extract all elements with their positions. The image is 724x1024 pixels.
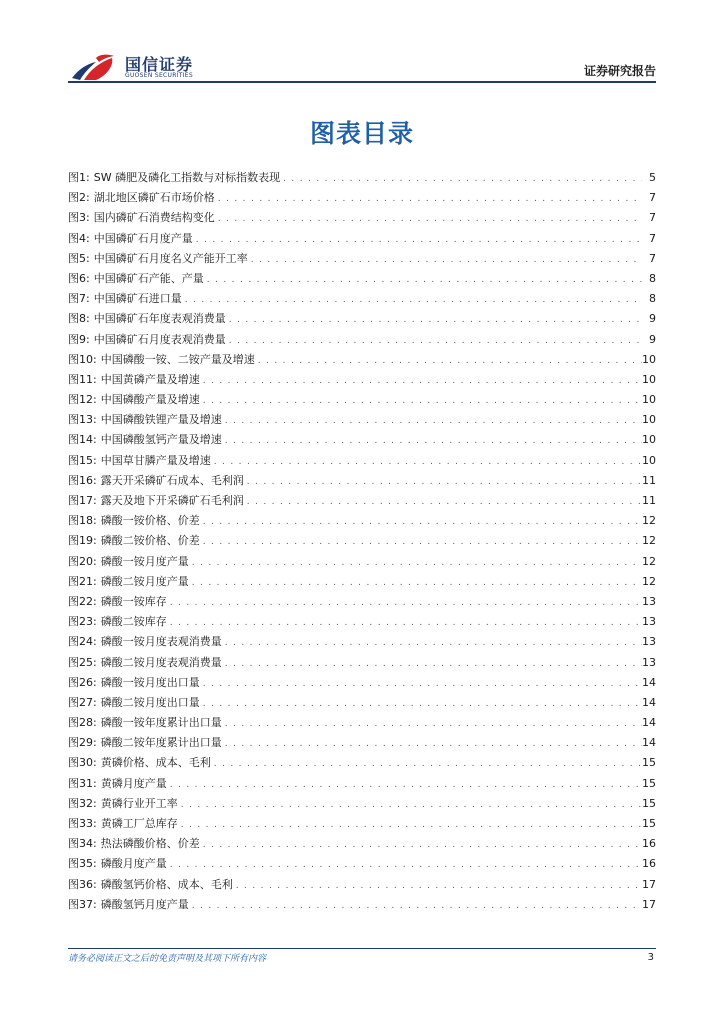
toc-dot-leader bbox=[255, 351, 642, 371]
toc-entry-page: 7 bbox=[649, 231, 656, 245]
toc-dot-leader bbox=[200, 371, 642, 391]
toc-dot-leader bbox=[167, 855, 642, 875]
toc-dot-leader bbox=[222, 431, 642, 451]
guosen-logo bbox=[70, 52, 210, 84]
toc-entry[interactable] bbox=[68, 552, 656, 572]
toc-entry-page: 12 bbox=[642, 574, 656, 588]
toc-entry-page: 12 bbox=[642, 554, 656, 568]
toc-entry-title: 中国黄磷产量及增速 bbox=[100, 372, 200, 386]
toc-entry-page: 10 bbox=[642, 372, 656, 386]
toc-entry-title: 磷酸一铵年度累计出口量 bbox=[100, 716, 222, 730]
toc-entry-title: 国内磷矿石消费结构变化 bbox=[93, 211, 215, 225]
toc-entry-number: 图20: bbox=[68, 554, 97, 568]
toc-entry-title: 磷酸二铵年度累计出口量 bbox=[100, 736, 222, 750]
logo-mark-icon bbox=[70, 52, 120, 84]
toc-dot-leader bbox=[193, 230, 642, 250]
toc-entry[interactable] bbox=[68, 491, 656, 511]
toc-entry-page: 16 bbox=[642, 857, 656, 871]
toc-entry-page: 9 bbox=[649, 312, 656, 326]
toc-dot-leader bbox=[244, 492, 642, 512]
toc-entry-number: 图5: bbox=[68, 251, 90, 265]
toc-dot-leader bbox=[200, 512, 642, 532]
toc-entry-title: 磷酸二铵库存 bbox=[100, 615, 167, 629]
toc-entry-number: 图2: bbox=[68, 191, 90, 205]
toc-entry[interactable] bbox=[68, 229, 656, 249]
toc-entry-page: 8 bbox=[649, 271, 656, 285]
toc-entry-number: 图25: bbox=[68, 655, 97, 669]
toc-entry-page: 14 bbox=[642, 736, 656, 750]
toc-entry-title: 中国磷矿石月度名义产能开工率 bbox=[93, 251, 248, 265]
toc-entry-page: 13 bbox=[642, 615, 656, 629]
toc-entry[interactable] bbox=[68, 451, 656, 471]
toc-entry[interactable] bbox=[68, 208, 656, 228]
toc-entry-number: 图26: bbox=[68, 675, 97, 689]
toc-entry-number: 图13: bbox=[68, 413, 97, 427]
toc-entry[interactable] bbox=[68, 309, 656, 329]
toc-dot-leader bbox=[178, 815, 642, 835]
toc-entry-page: 15 bbox=[642, 796, 656, 810]
logo-text-en: GUOSEN SECURITIES bbox=[125, 72, 194, 79]
toc-entry-title: 磷酸二铵月度出口量 bbox=[100, 695, 200, 709]
toc-entry-number: 图14: bbox=[68, 433, 97, 447]
toc-entry-page: 7 bbox=[649, 211, 656, 225]
toc-entry[interactable] bbox=[68, 834, 656, 854]
toc-entry-page: 10 bbox=[642, 453, 656, 467]
toc-entry-page: 13 bbox=[642, 655, 656, 669]
toc-entry-number: 图34: bbox=[68, 837, 97, 851]
toc-entry-number: 图32: bbox=[68, 796, 97, 810]
report-type-label: 证券研究报告 bbox=[583, 64, 656, 78]
toc-entry[interactable] bbox=[68, 632, 656, 652]
toc-entry-page: 13 bbox=[642, 635, 656, 649]
toc-entry-page: 7 bbox=[649, 191, 656, 205]
toc-dot-leader bbox=[222, 734, 642, 754]
toc-entry[interactable] bbox=[68, 168, 656, 188]
toc-entry-title: 中国磷酸氢钙产量及增速 bbox=[100, 433, 222, 447]
toc-entry-title: 磷酸二铵月度产量 bbox=[100, 574, 189, 588]
toc-entry-number: 图16: bbox=[68, 473, 97, 487]
toc-entry[interactable] bbox=[68, 572, 656, 592]
toc-entry[interactable] bbox=[68, 895, 656, 915]
toc-dot-leader bbox=[233, 876, 642, 896]
toc-entry-number: 图22: bbox=[68, 594, 97, 608]
toc-entry[interactable] bbox=[68, 289, 656, 309]
toc-dot-leader bbox=[182, 290, 642, 310]
toc-dot-leader bbox=[222, 633, 642, 653]
toc-entry[interactable] bbox=[68, 269, 656, 289]
toc-dot-leader bbox=[280, 169, 642, 189]
toc-entry[interactable] bbox=[68, 713, 656, 733]
toc-entry[interactable] bbox=[68, 774, 656, 794]
toc-entry-title: 磷酸月度产量 bbox=[100, 857, 167, 871]
page-number: 3 bbox=[647, 952, 654, 963]
toc-entry-page: 11 bbox=[642, 494, 656, 507]
toc-entry-number: 图33: bbox=[68, 817, 97, 830]
toc-entry-number: 图19: bbox=[68, 534, 97, 548]
toc-entry[interactable] bbox=[68, 693, 656, 713]
toc-entry-title: 黄磷行业开工率 bbox=[100, 796, 178, 810]
toc-entry-title: SW 磷肥及磷化工指数与对标指数表现 bbox=[93, 171, 281, 184]
toc-entry-page: 10 bbox=[642, 433, 656, 447]
toc-entry-number: 图28: bbox=[68, 716, 97, 730]
toc-dot-leader bbox=[200, 532, 642, 552]
toc-dot-leader bbox=[189, 896, 642, 916]
toc-entry-title: 中国磷酸一铵、二铵产量及增速 bbox=[100, 352, 255, 366]
toc-entry-title: 中国磷酸铁锂产量及增速 bbox=[100, 413, 222, 427]
toc-entry-page: 12 bbox=[642, 514, 656, 528]
toc-entry-page: 15 bbox=[642, 817, 656, 830]
toc-dot-leader bbox=[167, 613, 642, 633]
toc-entry[interactable] bbox=[68, 188, 656, 208]
toc-entry-number: 图7: bbox=[68, 292, 90, 306]
toc-entry-page: 8 bbox=[649, 292, 656, 306]
toc-entry-number: 图30: bbox=[68, 756, 97, 770]
toc-entry-page: 9 bbox=[649, 332, 656, 346]
toc-entry-title: 磷酸一铵月度产量 bbox=[100, 554, 189, 568]
toc-entry-title: 磷酸氢钙价格、成本、毛利 bbox=[100, 877, 233, 891]
toc-entry[interactable] bbox=[68, 511, 656, 531]
toc-dot-leader bbox=[189, 553, 642, 573]
footer-divider bbox=[68, 948, 656, 949]
toc-entry-title: 中国磷矿石进口量 bbox=[93, 292, 182, 306]
toc-dot-leader bbox=[248, 250, 642, 270]
toc-entry-number: 图36: bbox=[68, 877, 97, 891]
toc-dot-leader bbox=[222, 714, 642, 734]
toc-entry-title: 磷酸一铵库存 bbox=[100, 594, 167, 608]
toc-entry-page: 16 bbox=[642, 837, 656, 851]
toc-entry-title: 热法磷酸价格、价差 bbox=[100, 837, 200, 851]
toc-dot-leader bbox=[226, 331, 642, 351]
toc-entry-page: 10 bbox=[642, 352, 656, 366]
toc-entry-number: 图18: bbox=[68, 514, 97, 528]
toc-entry-number: 图4: bbox=[68, 231, 90, 245]
toc-dot-leader bbox=[178, 795, 642, 815]
toc-entry[interactable] bbox=[68, 673, 656, 693]
toc-entry[interactable] bbox=[68, 410, 656, 430]
toc-dot-leader bbox=[167, 593, 642, 613]
toc-entry-title: 磷酸一铵月度表观消费量 bbox=[100, 635, 222, 649]
toc-dot-leader bbox=[211, 754, 642, 774]
toc-entry-title: 中国磷矿石年度表观消费量 bbox=[93, 312, 226, 326]
toc-entry-title: 中国磷矿石月度表观消费量 bbox=[93, 332, 226, 346]
toc-entry-number: 图1: bbox=[68, 171, 90, 184]
toc-entry[interactable] bbox=[68, 592, 656, 612]
toc-entry-number: 图17: bbox=[68, 494, 97, 507]
toc-entry[interactable] bbox=[68, 612, 656, 632]
toc-entry-number: 图3: bbox=[68, 211, 90, 225]
disclaimer-note: 请务必阅读正文之后的免责声明及其项下所有内容 bbox=[68, 954, 267, 964]
page-header bbox=[0, 0, 724, 90]
toc-entry-title: 中国磷矿石产能、产量 bbox=[93, 271, 204, 285]
toc-entry-page: 14 bbox=[642, 695, 656, 709]
toc-dot-leader bbox=[211, 452, 642, 472]
toc-entry-title: 黄磷价格、成本、毛利 bbox=[100, 756, 211, 770]
toc-entry-title: 磷酸氢钙月度产量 bbox=[100, 897, 189, 911]
toc-entry[interactable] bbox=[68, 531, 656, 551]
toc-entry-page: 10 bbox=[642, 413, 656, 427]
toc-dot-leader bbox=[222, 654, 642, 674]
header-divider bbox=[68, 81, 656, 83]
toc-entry-number: 图29: bbox=[68, 736, 97, 750]
toc-entry-title: 中国磷矿石月度产量 bbox=[93, 231, 193, 245]
toc-entry-number: 图37: bbox=[68, 897, 97, 911]
toc-entry-page: 17 bbox=[642, 897, 656, 911]
toc-entry-page: 7 bbox=[649, 251, 656, 265]
toc-dot-leader bbox=[215, 189, 642, 209]
toc-entry-number: 图6: bbox=[68, 271, 90, 285]
logo-text-cn: 国信证券 bbox=[125, 55, 194, 74]
toc-entry-title: 磷酸二铵价格、价差 bbox=[100, 534, 200, 548]
toc-entry[interactable] bbox=[68, 471, 656, 491]
toc-entry-number: 图8: bbox=[68, 312, 90, 326]
toc-entry-page: 12 bbox=[642, 534, 656, 548]
toc-entry[interactable] bbox=[68, 350, 656, 370]
toc-entry[interactable] bbox=[68, 370, 656, 390]
toc-entry-page: 17 bbox=[642, 877, 656, 891]
toc-entry-title: 磷酸一铵价格、价差 bbox=[100, 514, 200, 528]
toc-entry[interactable] bbox=[68, 733, 656, 753]
toc-entry-title: 露天开采磷矿石成本、毛利润 bbox=[100, 473, 244, 487]
toc-entry[interactable] bbox=[68, 249, 656, 269]
toc-entry[interactable] bbox=[68, 753, 656, 773]
toc-dot-leader bbox=[222, 411, 642, 431]
toc-dot-leader bbox=[200, 835, 642, 855]
toc-entry-number: 图27: bbox=[68, 695, 97, 709]
toc-entry-title: 黄磷工厂总库存 bbox=[100, 817, 178, 830]
toc-entry[interactable] bbox=[68, 854, 656, 874]
toc-entry-page: 13 bbox=[642, 594, 656, 608]
toc-entry[interactable] bbox=[68, 875, 656, 895]
toc-entry-number: 图10: bbox=[68, 352, 97, 366]
toc-entry-page: 11 bbox=[642, 473, 656, 487]
toc-dot-leader bbox=[200, 694, 642, 714]
toc-dot-leader bbox=[167, 775, 642, 795]
toc-entry-title: 磷酸一铵月度出口量 bbox=[100, 675, 200, 689]
toc-entry-number: 图24: bbox=[68, 635, 97, 649]
toc-entry-title: 中国磷酸产量及增速 bbox=[100, 393, 200, 407]
toc-entry-page: 15 bbox=[642, 756, 656, 770]
toc-entry-title: 磷酸二铵月度表观消费量 bbox=[100, 655, 222, 669]
toc-entry[interactable] bbox=[68, 430, 656, 450]
toc-dot-leader bbox=[226, 310, 642, 330]
toc-entry-title: 湖北地区磷矿石市场价格 bbox=[93, 191, 215, 205]
toc-entry[interactable] bbox=[68, 330, 656, 350]
toc-entry[interactable] bbox=[68, 814, 656, 834]
toc-entry-number: 图12: bbox=[68, 393, 97, 407]
toc-dot-leader bbox=[200, 391, 642, 411]
toc-entry-page: 14 bbox=[642, 675, 656, 689]
toc-entry-title: 露天及地下开采磷矿石毛利润 bbox=[100, 494, 244, 507]
toc-entry-number: 图21: bbox=[68, 574, 97, 588]
toc-entry-number: 图15: bbox=[68, 453, 97, 467]
toc-entry-number: 图31: bbox=[68, 776, 97, 790]
toc-entry-title: 中国草甘膦产量及增速 bbox=[100, 453, 211, 467]
toc-entry-page: 5 bbox=[649, 171, 656, 184]
toc-entry-page: 14 bbox=[642, 716, 656, 730]
toc-dot-leader bbox=[204, 270, 642, 290]
toc-entry-number: 图9: bbox=[68, 332, 90, 346]
toc-dot-leader bbox=[244, 472, 642, 492]
page-title: 图表目录 bbox=[309, 119, 414, 148]
toc-dot-leader bbox=[215, 209, 642, 229]
toc-entry-page: 15 bbox=[642, 776, 656, 790]
toc-entry-title: 黄磷月度产量 bbox=[100, 776, 167, 790]
toc-list bbox=[68, 168, 656, 915]
toc-entry[interactable] bbox=[68, 653, 656, 673]
toc-dot-leader bbox=[189, 573, 642, 593]
toc-dot-leader bbox=[200, 674, 642, 694]
toc-entry-number: 图35: bbox=[68, 857, 97, 871]
toc-entry-page: 10 bbox=[642, 393, 656, 407]
toc-entry[interactable] bbox=[68, 390, 656, 410]
toc-entry[interactable] bbox=[68, 794, 656, 814]
toc-entry-number: 图23: bbox=[68, 615, 97, 629]
toc-entry-number: 图11: bbox=[68, 372, 97, 386]
